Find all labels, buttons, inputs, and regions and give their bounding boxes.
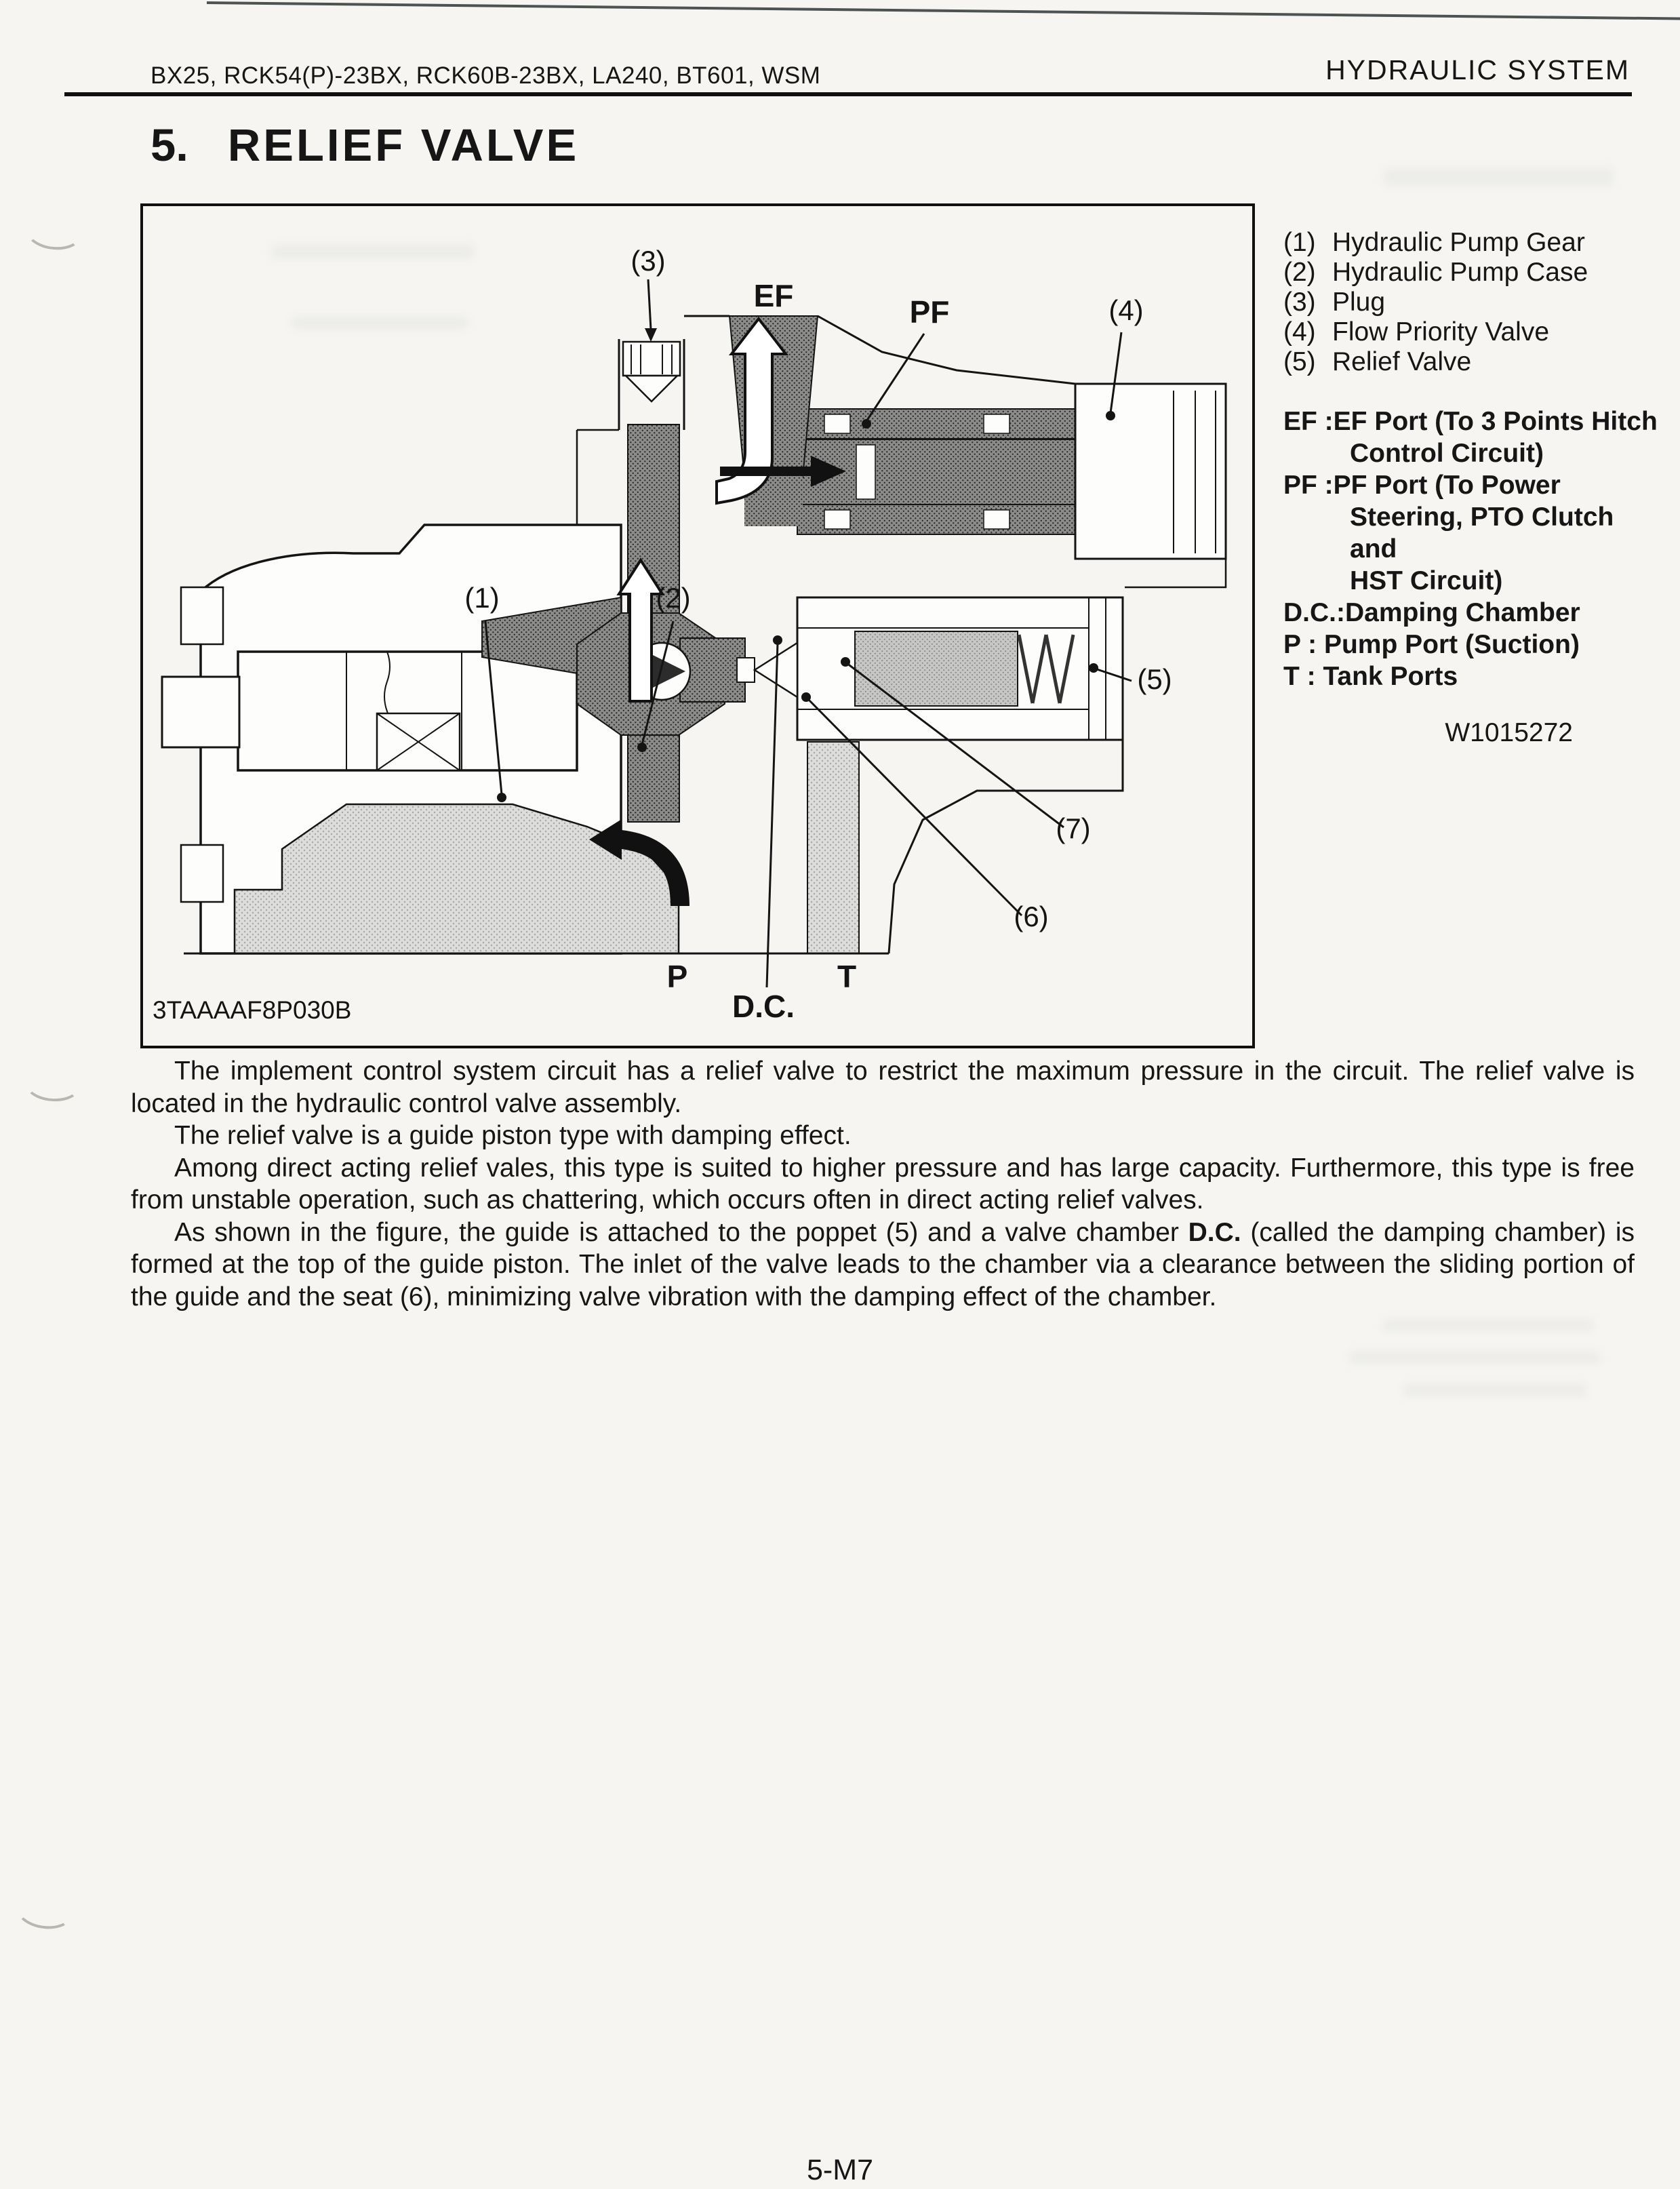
- legend-port-definitions: [1283, 406, 1658, 749]
- section-title: [151, 119, 579, 172]
- header-section: HYDRAULIC SYSTEM: [1325, 54, 1630, 85]
- relief-valve: [737, 597, 1123, 740]
- paragraph-text: As shown in the figure, the guide is attached to the poppet (5) and a valve chamber: [174, 1217, 1188, 1247]
- relief-valve-figure: [140, 203, 1255, 1048]
- header-models: BX25, RCK54(P)-23BX, RCK60B-23BX, LA240, BT601, WSM: [151, 62, 821, 89]
- figure-legend: [1283, 228, 1658, 749]
- scan-page-edge: [207, 1, 1680, 21]
- legend-item-number: (2): [1283, 258, 1316, 287]
- callout-3: (3): [631, 245, 666, 277]
- legend-port-line: EF :EF Port (To 3 Points Hitch: [1283, 407, 1658, 436]
- legend-port-line: P : Pump Port (Suction): [1283, 630, 1580, 659]
- paragraph-text: (called the damping chamber) is formed at the top of the guide piston. The inlet of the valve leads to the chamber via a clearance between the sliding portion of the guide and the seat (6), minimizing valve vibration with the damping effect of the chamber.: [131, 1217, 1635, 1312]
- callout-2: (2): [656, 582, 691, 614]
- legend-item-number: (4): [1283, 317, 1316, 347]
- paragraph: The relief valve is a guide piston type with damping effect.: [174, 1121, 852, 1150]
- guide-piston: [855, 631, 1018, 706]
- plug: [623, 342, 680, 401]
- poppet-stem: [737, 658, 755, 682]
- legend-port-line: Control Circuit): [1350, 439, 1544, 468]
- page-curl-mark: [24, 212, 85, 252]
- legend-item: [1283, 258, 1658, 288]
- relief-valve-cross-section: [143, 206, 1252, 1046]
- callout-6: (6): [1014, 901, 1049, 932]
- legend-item-label: Relief Valve: [1332, 347, 1472, 376]
- legend-item-number: (5): [1283, 347, 1316, 376]
- callout-5: (5): [1137, 663, 1172, 695]
- tank-channel: [807, 742, 859, 953]
- shaft-end: [162, 677, 239, 747]
- legend-item-number: (1): [1283, 228, 1316, 257]
- callout-1: (1): [464, 582, 500, 614]
- flow-priority-valve: [1075, 384, 1226, 559]
- legend-item-label: Flow Priority Valve: [1332, 317, 1550, 347]
- legend-item-label: Plug: [1332, 288, 1386, 317]
- port-label-pf: PF: [909, 294, 950, 330]
- port-label-t: T: [837, 959, 857, 994]
- legend-item-label: Hydraulic Pump Gear: [1332, 228, 1585, 257]
- legend-item: [1283, 288, 1658, 317]
- figure-reference-code: W1015272: [1445, 718, 1573, 747]
- header-rule: [64, 92, 1632, 96]
- callout-4: (4): [1108, 294, 1144, 326]
- legend-port-line: D.C.:Damping Chamber: [1283, 598, 1580, 627]
- legend-port-line: PF :PF Port (To Power: [1283, 471, 1561, 500]
- paragraph: The implement control system circuit has a relief valve to restrict the maximum pressure in the circuit. The relief valve is located in the hydraulic control valve assembly.: [131, 1057, 1635, 1118]
- plug-pointer-arrowhead: [645, 328, 657, 342]
- housing-edge: [1125, 559, 1226, 587]
- paragraph-bold-dc: D.C.: [1188, 1217, 1241, 1247]
- legend-port-line: Steering, PTO Clutch and: [1350, 502, 1614, 564]
- legend-item-number: (3): [1283, 288, 1316, 317]
- figure-code: 3TAAAAF8P030B: [153, 996, 352, 1024]
- body-text: [131, 1055, 1635, 1313]
- oring-gland: [824, 414, 850, 433]
- case-lug: [181, 587, 223, 644]
- paragraph: Among direct acting relief vales, this type is suited to higher pressure and has large capacity. Furthermore, this type is free from unstable operation, such as chattering, which occurs often in direct acting relief valves.: [131, 1153, 1635, 1215]
- bleed-through-smudge: [1403, 1383, 1586, 1397]
- page-curl-mark: [23, 1064, 82, 1103]
- section-number: 5.: [151, 120, 188, 171]
- paragraph: [131, 1217, 1635, 1314]
- spool-collar: [856, 445, 875, 499]
- port-label-p: P: [666, 959, 688, 994]
- housing-edge: [889, 740, 1123, 953]
- oring-gland: [984, 510, 1009, 529]
- legend-item: [1283, 228, 1658, 258]
- port-label-ef: EF: [753, 278, 794, 313]
- port-label-dc: D.C.: [732, 989, 795, 1024]
- section-title-text: RELIEF VALVE: [227, 120, 580, 171]
- legend-item: [1283, 317, 1658, 347]
- legend-port-line: T : Tank Ports: [1283, 662, 1458, 691]
- legend-port-line: HST Circuit): [1350, 566, 1503, 595]
- oring-gland: [824, 510, 850, 529]
- bleed-through-smudge: [1349, 1351, 1600, 1364]
- bleed-through-smudge: [1383, 1318, 1593, 1332]
- callout-7: (7): [1056, 812, 1091, 844]
- bleed-through-smudge: [1383, 168, 1614, 186]
- page-curl-mark: [14, 1889, 75, 1932]
- legend-item: [1283, 347, 1658, 377]
- case-lug: [181, 845, 223, 902]
- oring-gland: [984, 414, 1009, 433]
- bearing: [377, 713, 460, 770]
- page-number: 5-M7: [807, 2154, 873, 2186]
- legend-item-label: Hydraulic Pump Case: [1332, 258, 1588, 287]
